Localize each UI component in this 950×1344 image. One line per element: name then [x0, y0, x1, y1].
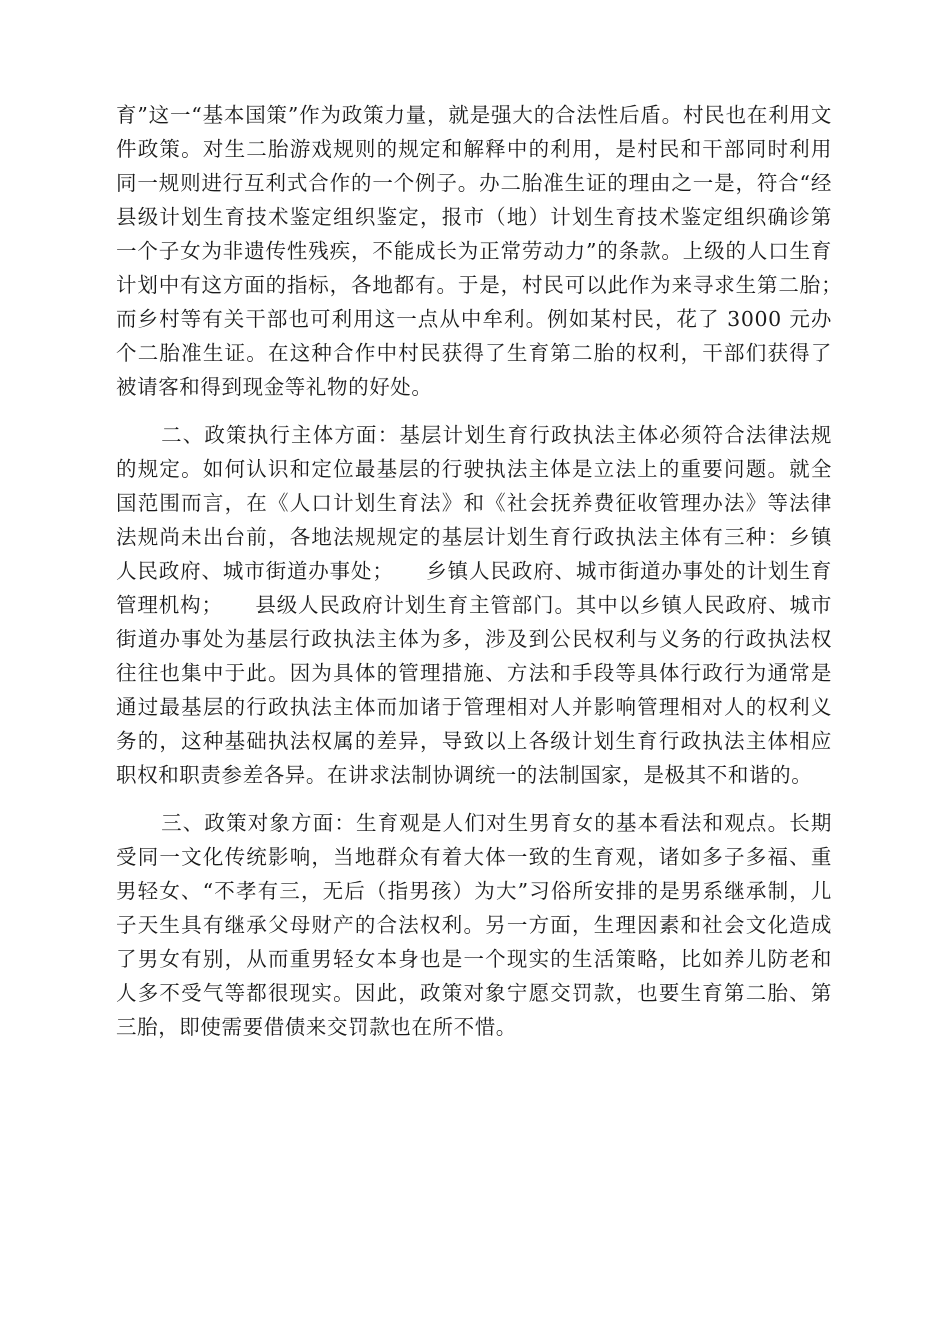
- document-body: [116, 98, 875, 1044]
- paragraph-continuation: 育”这一“基本国策”作为政策力量，就是强大的合法性后盾。村民也在利用文件政策。对生二胎游戏规则的规定和解释中的利用，是村民和干部同时利用同一规则进行互利式合作的一个例子。办二胎准生证的理由之一是，符合“经县级计划生育技术鉴定组织鉴定，报市（地）计划生育技术鉴定组织确诊第一个子女为非遗传性残疾，不能成长为正常劳动力”的条款。上级的人口生育计划中有这方面的指标，各地都有。于是，村民可以此作为来寻求生第二胎； 而乡村等有关干部也可利用这一点从中牟利。例如某村民，花了 3000 元办个二胎准生证。在这种合作中村民获得了生育第二胎的权利，干部们获得了被请客和得到现金等礼物的好处。: [116, 103, 875, 399]
- paragraph-policy-executor: 二、政策执行主体方面：基层计划生育行政执法主体必须符合法律法规的规定。如何认识和定位最基层的行驶执法主体是立法上的重要问题。就全国范围而言，在《人口计划生育法》和《社会抚养费征收管理办法》等法律法规尚未出台前，各地法规规定的基层计划生育行政执法主体有三种：乡镇人民政府、城市街道办事处； 乡镇人民政府、城市街道办事处的计划生育管理机构； 县级人民政府计划生育主管部门。其中以乡镇人民政府、城市街道办事处为基层行政执法主体为多，涉及到公民权利与义务的行政执法权往往也集中于此。因为具体的管理措施、方法和手段等具体行政行为通常是通过最基层的行政执法主体而加诸于管理相对人并影响管理相对人的权利义务的，这种基础执法权属的差异，导致以上各级计划生育行政执法主体相应职权和职责参差各异。在讲求法制协调统一的法制国家，是极其不和谐的。: [116, 423, 832, 787]
- paragraph-policy-target: 三、政策对象方面：生育观是人们对生男育女的基本看法和观点。长期受同一文化传统影响，当地群众有着大体一致的生育观，诸如多子多福、重男轻女、“不孝有三，无后（指男孩）为大”习俗所安排的是男系继承制，儿子天生具有继承父母财产的合法权利。另一方面，生理因素和社会文化造成了男女有别，从而重男轻女本身也是一个现实的生活策略，比如养儿防老和人多不受气等都很现实。因此，政策对象宁愿交罚款，也要生育第二胎、第三胎，即使需要借债来交罚款也在所不惜。: [116, 811, 832, 1039]
